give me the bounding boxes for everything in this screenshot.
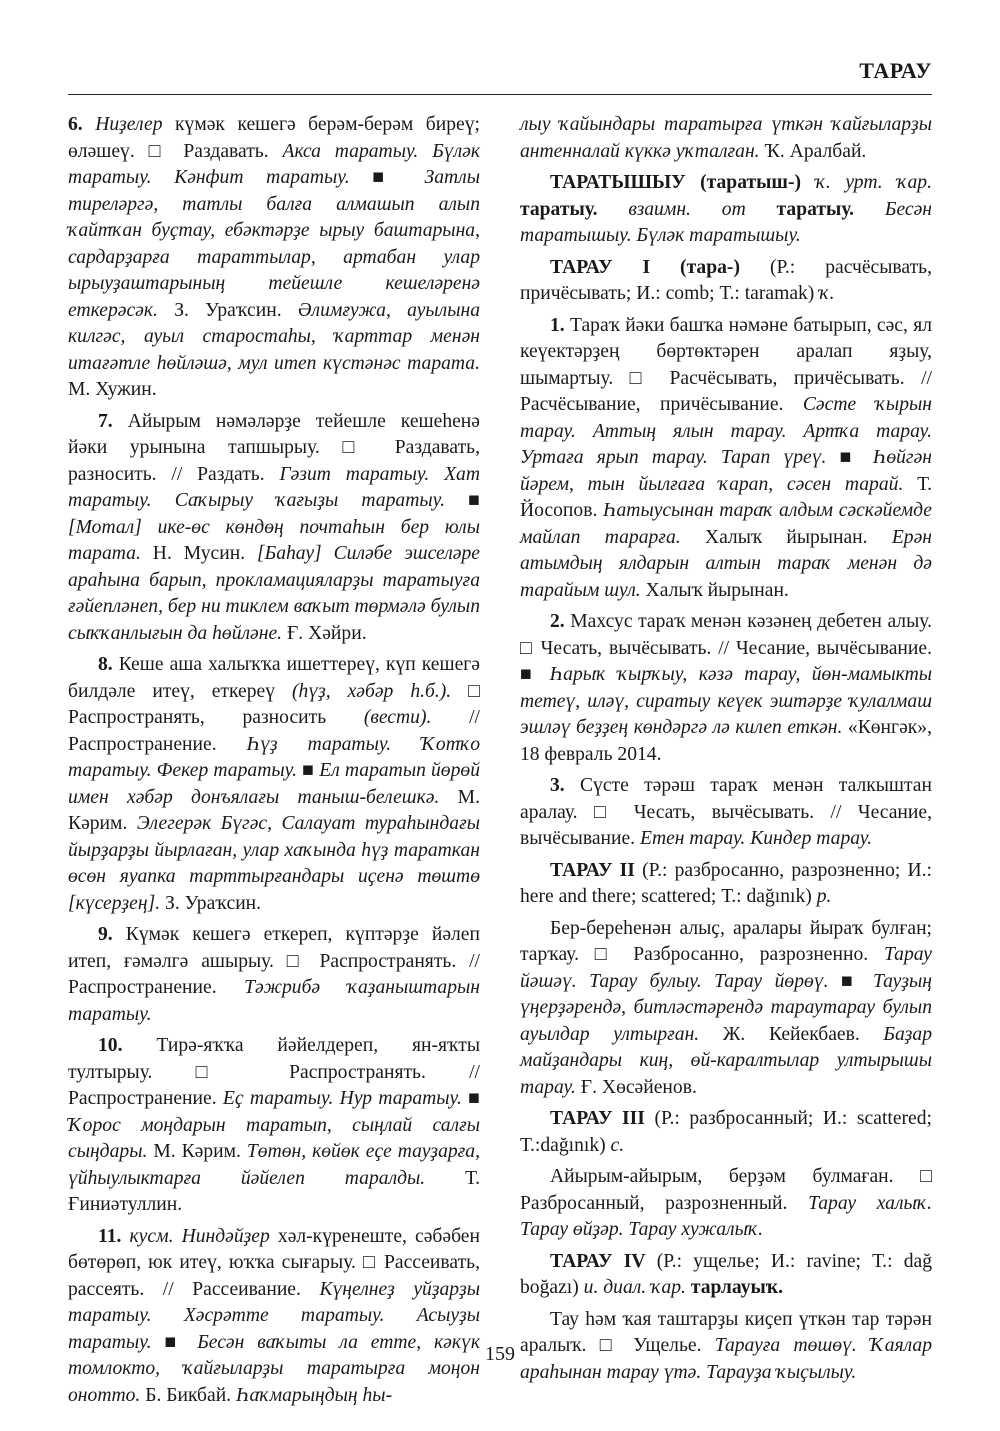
page-number: 159: [485, 1343, 515, 1365]
entry-sense-9: 9. Күмәк кешегә еткереп, күптәрҙе йәлеп итеп, ғәмәлгә ашырыу. □ Распространять. // Распространение. Тәжрибә ҡаҙаныштарын таратыу.: [68, 924, 480, 1025]
tarau-1-sense-3: 3. Сүсте тәрәш тараҡ менән талкыштан аралау. □ Чесать, вычёсывать. // Чесание, вычёсывание. Етен тарау. Киндер тарау.: [520, 775, 932, 849]
entry-sense-11: 11. кусм. Ниндәйҙер хәл-күренеште, сәбәбен бөтөрөп, юк итеү, юҡҡа сығарыу. □ Рассеивать, рассеять. // Рассеивание. Күңелнеҙ уйҙарҙы таратыу. Хәсрәтте таратыу. Асыуҙы таратыу. ■ Бесән ваҡыты ла етте, кәкүк томлокто, ҡайғыларҙы таратырға моңон онотто. Б. Бикбай. Һаҡмарыңдың һы-: [68, 1225, 480, 1406]
headword-tarau-2: ТАРАУ II (Р.: разбросанно, разрозненно; И.: here and there; scattered; Т.: dağınık) р.: [520, 859, 932, 907]
running-head: ТАРАУ: [859, 58, 932, 83]
tarau-3-definition: Айырым-айырым, берҙәм булмаған. □ Разбросанный, разрозненный. Тарау халыҡ. Тарау өйҙәр. Тарау хужалыҡ.: [520, 1166, 932, 1240]
headword-taratyshyu: ТАРАТЫШЫУ (таратыш-) ҡ. урт. ҡар. таратыу. взаимн. от таратыу. Бесән таратышыу. Бүләк таратышыу.: [520, 172, 932, 246]
header-rule: [68, 94, 932, 95]
headword-tarau-4: ТАРАУ IV (Р.: ущелье; И.: ravine; Т.: dağ boğazı) и. диал. ҡар. тарлауыҡ.: [520, 1250, 933, 1298]
tarau-2-definition: Бер-береһенән алыҫ, аралары йыраҡ булған; тарҡау. □ Разбросанно, разрозненно. Тарау йәшәү. Тарау булыу. Тарау йөрөү. ■ Тауҙың үңерҙәрендә, битләстәрендә тараутарау булып ауылдар ултырған. Ж. Кейекбаев. Баҙар майҙандары киң, өй-каралтылар ултырышы тарау. Ғ. Хөсәйенов.: [520, 917, 932, 1098]
entry-sense-10: 10. Тирә-яҡҡа йәйелдереп, ян-яҡты тултырыу. □ Распространять. // Распространение. Еҫ таратыу. Нур таратыу. ■ Ҡорос моңдарын таратып, сыңлай салғы сыңдары. М. Кәрим. Төтөн, көйөк еҫе тауҙарға, үйһыулыктарға йәйелеп таралды. Т. Ғиниәтуллин.: [68, 1035, 481, 1215]
headword-tarau-3: ТАРАУ III (Р.: разбросанный; И.: scattered; Т.:dağınık) с.: [520, 1108, 932, 1156]
tarau-1-sense-2: 2. Махсус тараҡ менән кәзәнең дебетен алыу. □ Чесать, вычёсывать. // Чесание, вычёсывание. ■ Һарыҡ ҡырҡыу, кәзә тарау, йөн-мамыкты тетеү, иләү, сиратыу кеүек эштәрҙе ҡулалмаш эшләү беҙҙең көндәргә лә килеп еткән. «Көнгәк», 18 февраль 2014.: [520, 611, 932, 765]
entry-sense-7: 7. Айырым нәмәләрҙе тейешле кешеһенә йәки урынына тапшырыу. □ Раздавать, разносить. // Раздать. Гәзит таратыу. Хат таратыу. Саҡырыу ҡағыҙы таратыу. ■ [Мотал] ике-өс көндөң почтаһын бер юлы тарата. Н. Мусин. [Баһау] Силәбе эшселәре араһына барып, прокламацияларҙы таратыуға ғәйепләнеп, бер ни тиклем ваҡыт төрмәлә булып сыҡҡанлығын да һөйләне. Ғ. Хәйри.: [68, 410, 481, 644]
tarau-1-sense-1: 1. Тараҡ йәки башҡа нәмәне батырып, сәс, ял кеүектәрҙең бөртөктәрен аралап яҙыу, шымартыу. □ Расчёсывать, причёсывать. // Расчёсывание, причёсывание. Сәсте ҡырын тарау. Аттың ялын тарау. Артҡа тарау. Уртаға ярып тарау. Тарап үреү. ■ Һөйгән йәрем, тын йылғаға ҡарап, сәсен тарай. Т. Йосопов. Һатыусынан тараҡ алдым сәскәйемде майлап тарарға. Халыҡ йырынан. Ерән атымдың ялдарын алтын тараҡ менән дә тарайым шул. Халыҡ йырынан.: [520, 314, 933, 601]
headword-tarau-1: ТАРАУ I (тара-) (Р.: расчёсывать, причёсывать; И.: comb; Т.: taramak) ҡ.: [520, 256, 932, 304]
left-column: [68, 112, 480, 1414]
entry-sense-6: 6. Ниҙелер күмәк кешегә берәм-берәм биреү; өләшеү. □ Раздавать. Акса таратыу. Бүләк таратыу. Кәнфит таратыу. ■ Затлы тиреләргә, татлы балға алмашып алып ҡайтҡан буҫтау, ебәктәрҙе ырыу баштарына, сардарҙарға тараттылар, артабан улар ырыуҙаштарының тейешле кешеләренә еткерәсәк. З. Ураҡсин. Әлимғужа, ауылына килгәс, ауыл старостаһы, ҡарттар менән итағәтле һөйләшә, мул итеп күстәнәс тарата. М. Хужин.: [68, 114, 480, 400]
right-column: [520, 112, 932, 1391]
entry-continuation: лыу ҡайындары таратырға үткән ҡайғыларҙы антенналай күккә уҡталған. Ҡ. Аралбай.: [520, 114, 932, 162]
entry-sense-8: 8. Кеше аша халыҡҡа ишеттереү, күп кешегә билдәле итеү, еткереү (һүҙ, хәбәр һ.б.). □ Распространять, разносить (вести). // Распространение. Һүҙ таратыу. Ҡотҡо таратыу. Фекер таратыу. ■ Ел таратып йөрөй имен хәбәр донъялағы таныш-белешкә. М. Кәрим. Элегерәк Бүгәс, Салауат тураһындағы йырҙарҙы йырлаған, улар хаҡында һүҙ тараткан өсөн яуапка тарттырғандары иҫенә төштө [күсерҙең]. З. Ураҡсин.: [68, 654, 481, 914]
tarau-4-definition: Тау һәм ҡая таштарҙы киҫеп үткән тар тәрән аралыҡ. □ Ущелье. Тарауға төшөү. Ҡаялар араһынан тарау үтә. Тарауҙа ҡыҫылыу.: [520, 1308, 932, 1383]
